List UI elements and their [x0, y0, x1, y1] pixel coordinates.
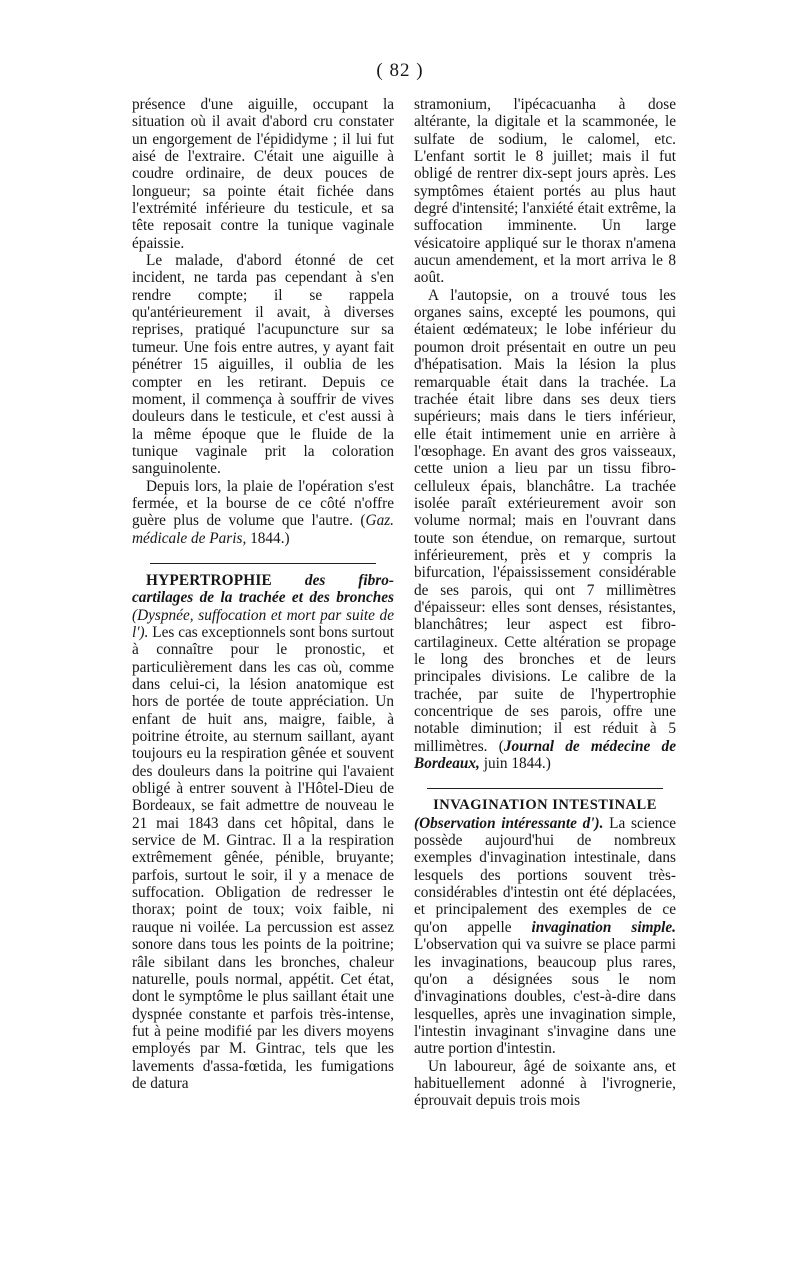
page-number: ( 82 ) — [376, 60, 424, 81]
article-body-continued: L'observation qui va suivre se place parmi les invaginations, beaucoup plus rares, qu'on a désignées sous le nom d'invaginations doubles, c'est-à-dire dans lesquelles, après une invagination simple, l'intestin invaginant s'invagine dans une autre portion d'intestin. — [414, 936, 676, 1058]
article-subtitle: (Dyspnée, suffocation et mort par suite de l'). — [132, 606, 394, 641]
paragraph-with-citation — [132, 478, 394, 547]
citation: Gaz. médicale de Paris, — [132, 512, 394, 547]
article-hypertrophie — [132, 572, 394, 1092]
article-title: HYPERTROPHIE — [146, 571, 272, 589]
citation-date: 1844.) — [246, 529, 290, 547]
emphasized-term: invagination simple. — [531, 918, 677, 936]
left-column — [132, 96, 394, 1092]
article-subtitle: (Observation intéressante d'). — [414, 814, 604, 832]
paragraph: présence d'une aiguille, occupant la situation où il avait d'abord cru constater un engorgement de l'épididyme ; il lui fut aisé de l'extraire. C'était une aiguille à coudre ordinaire, de deux pouces de longueur; sa pointe était fichée dans l'extrémité inférieure du testicule, et sa tête reposait contre la tunique vaginale épaissie. — [132, 96, 394, 252]
paragraph-text: Depuis lors, la plaie de l'opération s'est fermée, et la bourse de ce côté n'offre guère plus de volume que l'autre. ( — [132, 477, 394, 530]
section-divider — [427, 788, 663, 789]
article-title-continued: des fibro-cartilages de la trachée et des bronches — [132, 571, 394, 607]
paragraph-text: A l'autopsie, on a trouvé tous les organes sains, excepté les poumons, qui étaient œdémateux; le lobe inférieur du poumon droit présentait en outre un peu d'hépatisation. Mais la lésion la plus remarquable était dans la trachée. La trachée était libre dans ses deux tiers supérieurs; mais dans le tiers inférieur, elle était intimement unie en arrière à l'œsophage. En avant des gros vaisseaux, cette union a lieu par un tissu fibro-celluleux épais, blanchâtre. La trachée isolée paraît extérieurement avoir son volume normal; mais en l'ouvrant dans toute son étendue, on remarque, surtout inférieurement, près et y compris la bifurcation, l'épaississement considérable de ses parois, qui ont 7 millimètres d'épaisseur: elles sont denses, résistantes, blanchâtres; leur aspect est fibro-cartilagineux. Cette altération se propage le long des bronches et de leurs principales divisions. Le calibre de la trachée, par suite de l'hypertrophie concentrique de ses parois, offre une notable diminution; il est réduit à 5 millimètres. ( — [414, 286, 676, 755]
paragraph: stramonium, l'ipécacuanha à dose altérante, la digitale et la scammonée, le sulfate de sodium, le calomel, etc. L'enfant sortit le 8 juillet; mais il fut obligé de rentrer dix-sept jours après. Les symptômes étaient portés au plus haut degré d'intensité; l'anxiété était extrême, la suffocation imminente. Un large vésicatoire appliqué sur le thorax n'amena aucun amendement, et la mort arriva le 8 août. — [414, 96, 676, 287]
paragraph: Le malade, d'abord étonné de cet incident, ne tarda pas cependant à s'en rendre compte; il se rappela qu'antérieurement il avait, à diverses reprises, pratiqué l'acupuncture sur sa tumeur. Une fois entre autres, y ayant fait pénétrer 15 aiguilles, il oublia de les compter en les retirant. Depuis ce moment, il commença à souffrir de vives douleurs dans le testicule, et c'est aussi à la même époque que le fluide de la tunique vaginale prit la coloration sanguinolente. — [132, 252, 394, 478]
right-column — [414, 96, 676, 1110]
article-body: Les cas exceptionnels sont bons surtout à connaître pour le pronostic, et particulièrement dans les cas où, comme dans celui-ci, la lésion anatomique est hors de portée de toute appréciation. Un enfant de huit ans, maigre, faible, à poitrine étroite, au sternum saillant, ayant toujours eu la respiration gênée et souvent des douleurs dans la poitrine qui l'avaient obligé à entrer souvent à l'Hôtel-Dieu de Bordeaux, se fait admettre de nouveau le 21 mai 1843 dans cet hôpital, dans le service de M. Gintrac. Il a la respiration extrêmement gênée, pénible, bruyante; parfois, surtout le soir, il y a menace de suffocation. Obligation de redresser le thorax; point de toux; voix faible, ni rauque ni voilée. La percussion est assez sonore dans tous les points de la poitrine; râle sibilant dans les bronches, chaleur naturelle, pouls normal, appétit. Cet état, dont le symptôme le plus saillant était une dyspnée constante et parfois très-intense, fut à peine modifié par les divers moyens employés par M. Gintrac, tels que les lavements d'assa-fœtida, les fumigations de datura — [132, 623, 395, 1092]
paragraph: Un laboureur, âgé de soixante ans, et habituellement adonné à l'ivrognerie, éprouvait depuis trois mois — [414, 1057, 676, 1110]
article-title: INVAGINATION INTESTINALE — [433, 797, 657, 814]
citation-date: juin 1844.) — [479, 755, 551, 773]
article-body: La science possède aujourd'hui de nombreux exemples d'invagination intestinale, dans lesquels des portions souvent très-considérables d'intestin ont été déplacées, et principalement des exemples de ce qu'on appelle — [414, 814, 677, 936]
citation: Journal de médecine de Bordeaux, — [414, 737, 676, 773]
paragraph-with-citation — [414, 287, 676, 773]
section-divider — [150, 563, 376, 564]
article-invagination — [414, 815, 676, 1058]
